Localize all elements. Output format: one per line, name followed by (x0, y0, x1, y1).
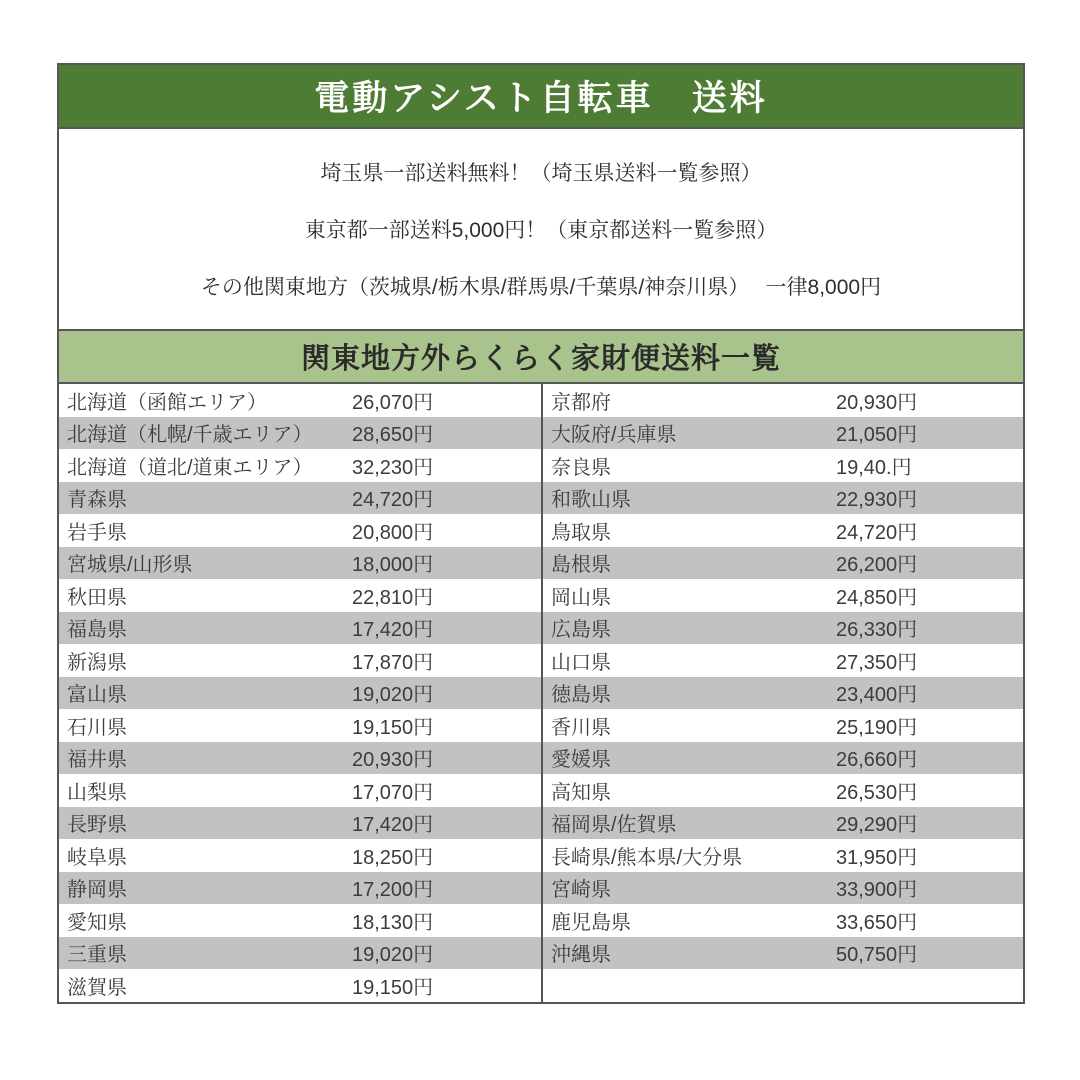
table-row (543, 807, 1023, 840)
shipping-fee-sheet (57, 63, 1025, 1004)
table-row (59, 709, 541, 742)
notes-section (59, 129, 1023, 329)
price-cell: 24,720円 (836, 521, 918, 544)
region-cell: 秋田県 (67, 586, 127, 609)
price-cell: 21,050円 (836, 424, 918, 447)
price-cell: 24,720円 (352, 489, 434, 512)
region-cell: 鳥取県 (551, 521, 611, 544)
region-cell: 石川県 (67, 716, 127, 739)
shipping-fee-table (59, 384, 1023, 1002)
price-cell: 19,150円 (352, 976, 434, 999)
table-row (59, 482, 541, 515)
region-cell: 岩手県 (67, 521, 127, 544)
region-cell: 宮崎県 (551, 879, 611, 902)
note-saitama: 埼玉県一部送料無料！（埼玉県送料一覧参照） (320, 161, 762, 185)
region-cell: 山口県 (551, 651, 611, 674)
main-title-bar (59, 65, 1023, 129)
region-cell: 香川県 (551, 716, 611, 739)
table-row (59, 612, 541, 645)
region-cell: 静岡県 (67, 879, 127, 902)
table-row (543, 514, 1023, 547)
table-right-column (541, 384, 1023, 1002)
price-cell: 18,130円 (352, 911, 434, 934)
table-row (59, 904, 541, 937)
table-row (543, 872, 1023, 905)
region-cell: 新潟県 (67, 651, 127, 674)
price-cell: 20,930円 (352, 749, 434, 772)
table-row (59, 839, 541, 872)
table-row (59, 937, 541, 970)
table-row (59, 969, 541, 1002)
table-row (59, 417, 541, 450)
region-cell: 徳島県 (551, 684, 611, 707)
price-cell: 17,870円 (352, 651, 434, 674)
table-title: 関東地方外らくらく家財便送料一覧 (300, 343, 781, 375)
price-cell: 31,950円 (836, 846, 918, 869)
price-cell: 50,750円 (836, 944, 918, 967)
region-cell: 愛媛県 (551, 749, 611, 772)
price-cell: 22,930円 (836, 489, 918, 512)
table-row (59, 579, 541, 612)
table-row (543, 774, 1023, 807)
price-cell: 29,290円 (836, 814, 918, 837)
region-cell: 長崎県/熊本県/大分県 (551, 846, 743, 869)
price-cell: 33,650円 (836, 911, 918, 934)
region-cell: 滋賀県 (67, 976, 127, 999)
region-cell: 宮城県/山形県 (67, 554, 193, 577)
region-cell: 沖縄県 (551, 944, 611, 967)
table-row (543, 839, 1023, 872)
table-row (543, 612, 1023, 645)
region-cell: 島根県 (551, 554, 611, 577)
table-row (59, 514, 541, 547)
region-cell: 長野県 (67, 814, 127, 837)
table-title-bar (59, 329, 1023, 384)
price-cell: 26,070円 (352, 391, 434, 414)
table-row (543, 644, 1023, 677)
table-row (543, 742, 1023, 775)
price-cell: 26,530円 (836, 781, 918, 804)
price-cell: 24,850円 (836, 586, 918, 609)
price-cell: 25,190円 (836, 716, 918, 739)
price-cell: 27,350円 (836, 651, 918, 674)
region-cell: 福岡県/佐賀県 (551, 814, 677, 837)
region-cell: 青森県 (67, 489, 127, 512)
table-row (59, 807, 541, 840)
price-cell: 32,230円 (352, 456, 434, 479)
note-tokyo: 東京都一部送料5,000円！（東京都送料一覧参照） (304, 218, 778, 242)
region-cell: 奈良県 (551, 456, 611, 479)
region-cell: 山梨県 (67, 781, 127, 804)
table-row (543, 937, 1023, 970)
price-cell: 19,020円 (352, 944, 434, 967)
region-cell: 福島県 (67, 619, 127, 642)
price-cell: 33,900円 (836, 879, 918, 902)
table-row (543, 417, 1023, 450)
table-row (59, 774, 541, 807)
price-cell: 17,420円 (352, 814, 434, 837)
region-cell: 高知県 (551, 781, 611, 804)
table-row (543, 579, 1023, 612)
price-cell: 19,020円 (352, 684, 434, 707)
price-cell: 18,000円 (352, 554, 434, 577)
price-cell: 17,200円 (352, 879, 434, 902)
price-cell: 26,660円 (836, 749, 918, 772)
table-left-column (59, 384, 541, 1002)
page-title: 電動アシスト自転車 送料 (314, 79, 768, 118)
price-cell: 17,070円 (352, 781, 434, 804)
note-other-kanto: その他関東地方（茨城県/栃木県/群馬県/千葉県/神奈川県） 一律8,000円 (200, 276, 882, 300)
price-cell: 19,150円 (352, 716, 434, 739)
price-cell: 26,200円 (836, 554, 918, 577)
region-cell: 広島県 (551, 619, 611, 642)
region-cell: 京都府 (551, 391, 611, 414)
region-cell: 和歌山県 (551, 489, 631, 512)
table-row (59, 742, 541, 775)
table-row (543, 547, 1023, 580)
price-cell: 17,420円 (352, 619, 434, 642)
price-cell: 20,930円 (836, 391, 918, 414)
table-row (543, 384, 1023, 417)
table-row (543, 482, 1023, 515)
table-row (59, 677, 541, 710)
table-row (59, 547, 541, 580)
table-row (543, 709, 1023, 742)
region-cell: 北海道（道北/道東エリア） (67, 456, 313, 479)
region-cell: 北海道（札幌/千歳エリア） (67, 424, 313, 447)
table-row (59, 449, 541, 482)
region-cell: 大阪府/兵庫県 (551, 424, 677, 447)
price-cell: 26,330円 (836, 619, 918, 642)
region-cell: 鹿児島県 (551, 911, 631, 934)
price-cell: 22,810円 (352, 586, 434, 609)
region-cell: 福井県 (67, 749, 127, 772)
price-cell: 18,250円 (352, 846, 434, 869)
table-row (543, 449, 1023, 482)
price-cell: 19,40.円 (836, 456, 912, 479)
region-cell: 岡山県 (551, 586, 611, 609)
table-row (59, 872, 541, 905)
table-row (59, 384, 541, 417)
price-cell: 23,400円 (836, 684, 918, 707)
price-cell: 28,650円 (352, 424, 434, 447)
region-cell: 愛知県 (67, 911, 127, 934)
region-cell: 三重県 (67, 944, 127, 967)
table-row (543, 904, 1023, 937)
table-row (543, 969, 1023, 1002)
region-cell: 岐阜県 (67, 846, 127, 869)
region-cell: 富山県 (67, 684, 127, 707)
table-row (59, 644, 541, 677)
table-row (543, 677, 1023, 710)
region-cell: 北海道（函館エリア） (67, 391, 267, 414)
price-cell: 20,800円 (352, 521, 434, 544)
